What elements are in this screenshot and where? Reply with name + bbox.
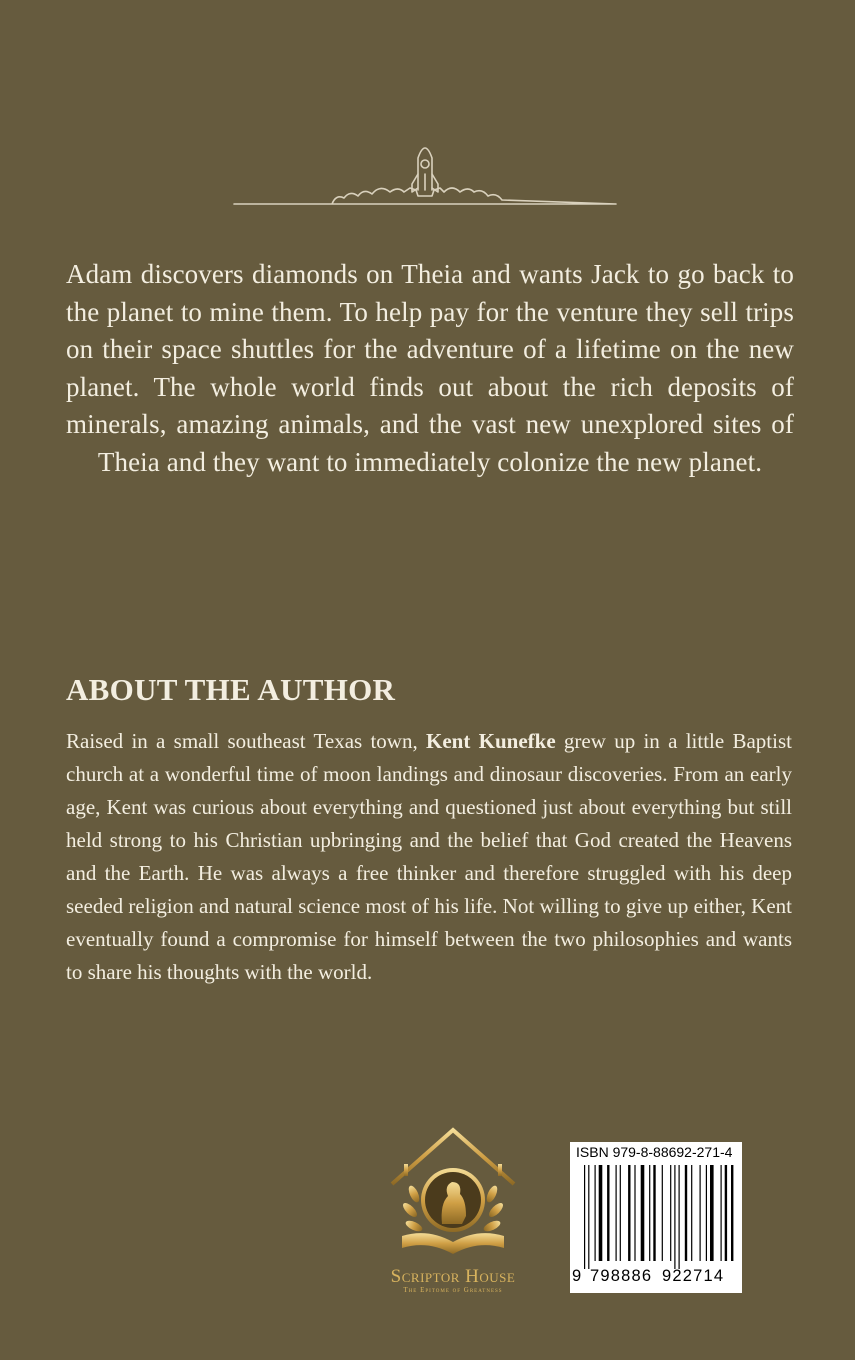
barcode-bar <box>721 1165 722 1261</box>
about-the-author-text <box>66 725 792 989</box>
barcode-bar <box>584 1165 585 1269</box>
author-bio-intro: Raised in a small southeast Texas town, <box>66 729 427 753</box>
barcode-digit-lead: 9 <box>572 1267 583 1285</box>
isbn-label: ISBN 979-8-88692-271-4 <box>576 1144 733 1160</box>
barcode-bar <box>725 1165 727 1261</box>
barcode-bar <box>706 1165 707 1261</box>
barcode-bar <box>653 1165 655 1261</box>
author-name: Kent Kunefke <box>426 729 556 753</box>
barcode-bar <box>620 1165 621 1261</box>
publisher-tagline: The Epitome of Greatness <box>403 1286 503 1294</box>
barcode-digits-left: 798886 <box>590 1267 653 1285</box>
about-the-author-heading: ABOUT THE AUTHOR <box>66 672 396 707</box>
barcode-bar <box>599 1165 603 1261</box>
barcode-bar <box>670 1165 671 1261</box>
author-bio-body: grew up in a little Baptist church at a wonderful time of moon landings and dinosaur discoveries. From an early age, Kent was curious about everything and questioned just about everything but still held strong to his Christian upbringing and the belief that God created the Heavens and the Earth. He was always a free thinker and therefore struggled with his deep seeded religion and natural science most of his life. Not willing to give up either, Kent eventually found a compromise for himself between the two philosophies and wants to share his thoughts with the world. <box>66 729 792 984</box>
isbn-barcode <box>570 1142 742 1293</box>
barcode-bar <box>595 1165 596 1261</box>
barcode-bar <box>679 1165 680 1269</box>
barcode-digits-right: 922714 <box>662 1267 725 1285</box>
barcode-bar <box>649 1165 650 1261</box>
barcode-bar <box>662 1165 663 1261</box>
barcode-bar <box>731 1165 733 1261</box>
barcode-bar <box>628 1165 630 1261</box>
barcode-bar <box>607 1165 609 1261</box>
barcode-bar <box>685 1165 687 1261</box>
barcode-bar <box>674 1165 675 1269</box>
barcode-bars <box>578 1165 736 1271</box>
barcode-bar <box>641 1165 645 1261</box>
barcode-bar <box>634 1165 635 1261</box>
barcode-bar <box>691 1165 692 1261</box>
barcode-bar <box>588 1165 589 1269</box>
barcode-bar <box>710 1165 714 1261</box>
barcode-bar <box>700 1165 701 1261</box>
barcode-bar <box>616 1165 617 1261</box>
publisher-name: Scriptor House <box>390 1266 516 1287</box>
back-cover-blurb: Adam discovers diamonds on Theia and wants Jack to go back to the planet to mine them. To help pay for the venture they sell trips on their space shuttles for the adventure of a lifetime on the new planet. The whole world finds out about the rich deposits of minerals, amazing animals, and the vast new unexplored sites of Theia and they want to immediately colonize the new planet. <box>66 259 794 477</box>
rocket-ornament-icon <box>232 134 618 210</box>
